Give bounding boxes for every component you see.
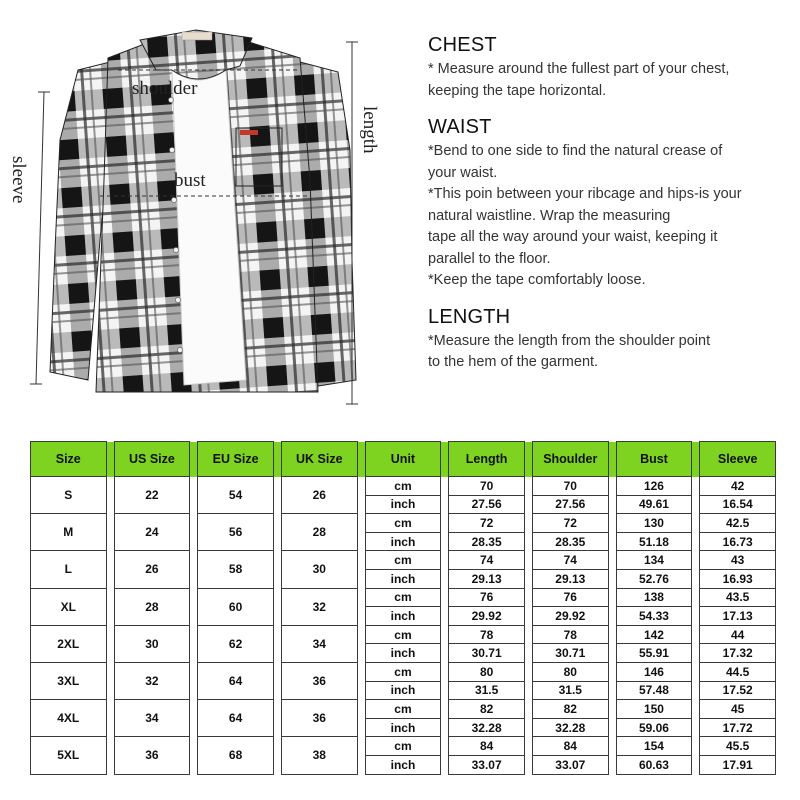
eu-size-cell: 68 [198, 737, 274, 774]
col-header-eu-size: EU Size [198, 442, 274, 477]
col-header-uk-size: UK Size [282, 442, 358, 477]
chest-heading: CHEST [428, 34, 497, 56]
unit-cell: cm [365, 625, 441, 644]
us-size-cell: 24 [114, 514, 190, 551]
shoulder-label: shoulder [132, 78, 198, 99]
uk-size-cell: 26 [282, 477, 358, 514]
chest-pocket [236, 128, 282, 186]
shoulder-cell: 29.92 [533, 607, 609, 626]
unit-cell: inch [365, 644, 441, 663]
shoulder-cell: 29.13 [533, 569, 609, 588]
shoulder-cell: 76 [533, 588, 609, 607]
length-cell: 28.35 [449, 532, 525, 551]
bust-label: bust [174, 170, 206, 191]
us-size-cell: 36 [114, 737, 190, 774]
eu-size-cell: 64 [198, 662, 274, 699]
length-cell: 27.56 [449, 495, 525, 514]
shoulder-cell: 70 [533, 477, 609, 496]
length-cell: 80 [449, 662, 525, 681]
sleeve-line [36, 92, 44, 384]
unit-cell: cm [365, 700, 441, 719]
length-cell: 29.92 [449, 607, 525, 626]
unit-cell: cm [365, 588, 441, 607]
length-cell: 33.07 [449, 755, 525, 774]
waist-heading: WAIST [428, 116, 492, 138]
size-cell: 5XL [31, 737, 107, 774]
length-text: to the hem of the garment. [428, 354, 599, 370]
length-cell: 76 [449, 588, 525, 607]
us-size-cell: 34 [114, 700, 190, 737]
waist-text: your waist. [428, 164, 498, 181]
shoulder-cell: 72 [533, 514, 609, 533]
bust-cell: 51.18 [616, 532, 692, 551]
uk-size-cell: 32 [282, 588, 358, 625]
unit-cell: inch [365, 755, 441, 774]
sleeve-cell: 45 [700, 700, 776, 719]
bust-cell: 150 [616, 700, 692, 719]
shoulder-cell: 28.35 [533, 532, 609, 551]
table-header-row [31, 442, 776, 477]
table-row [31, 737, 776, 756]
unit-cell: cm [365, 551, 441, 570]
unit-cell: cm [365, 737, 441, 756]
length-cell: 32.28 [449, 718, 525, 737]
table-row [31, 588, 776, 607]
waist-text: *Keep the tape comfortably loose. [428, 272, 646, 288]
col-header-us-size: US Size [114, 442, 190, 477]
pocket-tag [240, 130, 258, 135]
eu-size-cell: 62 [198, 625, 274, 662]
col-header-shoulder: Shoulder [533, 442, 609, 477]
shoulder-cell: 80 [533, 662, 609, 681]
unit-cell: cm [365, 514, 441, 533]
bust-cell: 130 [616, 514, 692, 533]
shoulder-cell: 33.07 [533, 755, 609, 774]
chest-text: * Measure around the fullest part of your chest, [428, 61, 730, 77]
size-cell: M [31, 514, 107, 551]
length-cell: 82 [449, 700, 525, 719]
col-header-sleeve: Sleeve [700, 442, 776, 477]
waist-text: *Bend to one side to find the natural crease of [428, 143, 723, 159]
shoulder-cell: 82 [533, 700, 609, 719]
waist-text: parallel to the floor. [428, 250, 551, 267]
bust-cell: 52.76 [616, 569, 692, 588]
us-size-cell: 22 [114, 477, 190, 514]
uk-size-cell: 36 [282, 700, 358, 737]
waist-text: natural waistline. Wrap the measuring [428, 207, 671, 224]
sleeve-cell: 42.5 [700, 514, 776, 533]
bust-cell: 134 [616, 551, 692, 570]
us-size-cell: 28 [114, 588, 190, 625]
uk-size-cell: 34 [282, 625, 358, 662]
eu-size-cell: 54 [198, 477, 274, 514]
length-cell: 30.71 [449, 644, 525, 663]
length-cell: 72 [449, 514, 525, 533]
sleeve-cell: 16.73 [700, 532, 776, 551]
us-size-cell: 30 [114, 625, 190, 662]
length-cell: 29.13 [449, 569, 525, 588]
bust-cell: 54.33 [616, 607, 692, 626]
bust-cell: 138 [616, 588, 692, 607]
uk-size-cell: 30 [282, 551, 358, 588]
sleeve-cell: 42 [700, 477, 776, 496]
size-cell: XL [31, 588, 107, 625]
length-cell: 74 [449, 551, 525, 570]
chest-text: keeping the tape horizontal. [428, 82, 607, 99]
size-chart-table [30, 441, 776, 775]
col-header-bust: Bust [616, 442, 692, 477]
shoulder-cell: 32.28 [533, 718, 609, 737]
shoulder-cell: 30.71 [533, 644, 609, 663]
length-cell: 31.5 [449, 681, 525, 700]
bust-cell: 57.48 [616, 681, 692, 700]
bust-cell: 146 [616, 662, 692, 681]
unit-cell: inch [365, 681, 441, 700]
size-chart-body [31, 477, 776, 775]
chest-section [428, 34, 793, 102]
sleeve-cell: 16.54 [700, 495, 776, 514]
eu-size-cell: 64 [198, 700, 274, 737]
bust-cell: 142 [616, 625, 692, 644]
table-row [31, 662, 776, 681]
sleeve-label: sleeve [8, 156, 29, 204]
bust-cell: 126 [616, 477, 692, 496]
table-row [31, 700, 776, 719]
size-cell: L [31, 551, 107, 588]
sleeve-cell: 44 [700, 625, 776, 644]
table-row [31, 551, 776, 570]
eu-size-cell: 60 [198, 588, 274, 625]
waist-section [428, 116, 793, 292]
col-header-size: Size [31, 442, 107, 477]
us-size-cell: 26 [114, 551, 190, 588]
us-size-cell: 32 [114, 662, 190, 699]
uk-size-cell: 38 [282, 737, 358, 774]
neck-label [182, 32, 212, 40]
unit-cell: inch [365, 718, 441, 737]
length-label: length [359, 106, 380, 154]
bust-cell: 154 [616, 737, 692, 756]
length-text: *Measure the length from the shoulder point [428, 332, 711, 349]
size-cell: S [31, 477, 107, 514]
col-header-length: Length [449, 442, 525, 477]
table-row [31, 477, 776, 496]
unit-cell: cm [365, 662, 441, 681]
unit-cell: inch [365, 532, 441, 551]
size-cell: 4XL [31, 700, 107, 737]
waist-text: *This poin between your ribcage and hips-is your [428, 186, 742, 202]
shoulder-cell: 74 [533, 551, 609, 570]
length-cell: 70 [449, 477, 525, 496]
sleeve-cell: 17.52 [700, 681, 776, 700]
size-cell: 2XL [31, 625, 107, 662]
sleeve-cell: 45.5 [700, 737, 776, 756]
table-row [31, 625, 776, 644]
length-cell: 78 [449, 625, 525, 644]
unit-cell: inch [365, 495, 441, 514]
shoulder-cell: 84 [533, 737, 609, 756]
sleeve-cell: 43 [700, 551, 776, 570]
shoulder-cell: 31.5 [533, 681, 609, 700]
shirt-measurement-diagram [0, 0, 400, 420]
size-cell: 3XL [31, 662, 107, 699]
table-row [31, 514, 776, 533]
shoulder-cell: 78 [533, 625, 609, 644]
length-heading: LENGTH [428, 305, 511, 328]
col-header-unit: Unit [365, 442, 441, 477]
length-section [428, 306, 793, 374]
unit-cell: inch [365, 607, 441, 626]
measurement-guide [428, 34, 793, 388]
bust-cell: 60.63 [616, 755, 692, 774]
bust-cell: 55.91 [616, 644, 692, 663]
sleeve-cell: 44.5 [700, 662, 776, 681]
length-cell: 84 [449, 737, 525, 756]
uk-size-cell: 28 [282, 514, 358, 551]
sleeve-cell: 17.91 [700, 755, 776, 774]
waist-text: tape all the way around your waist, keeping it [428, 229, 718, 245]
sleeve-cell: 17.13 [700, 607, 776, 626]
eu-size-cell: 58 [198, 551, 274, 588]
sleeve-cell: 17.72 [700, 718, 776, 737]
sleeve-cell: 16.93 [700, 569, 776, 588]
bust-cell: 49.61 [616, 495, 692, 514]
bust-cell: 59.06 [616, 718, 692, 737]
uk-size-cell: 36 [282, 662, 358, 699]
sleeve-cell: 43.5 [700, 588, 776, 607]
sleeve-cell: 17.32 [700, 644, 776, 663]
unit-cell: cm [365, 477, 441, 496]
unit-cell: inch [365, 569, 441, 588]
eu-size-cell: 56 [198, 514, 274, 551]
shoulder-cell: 27.56 [533, 495, 609, 514]
